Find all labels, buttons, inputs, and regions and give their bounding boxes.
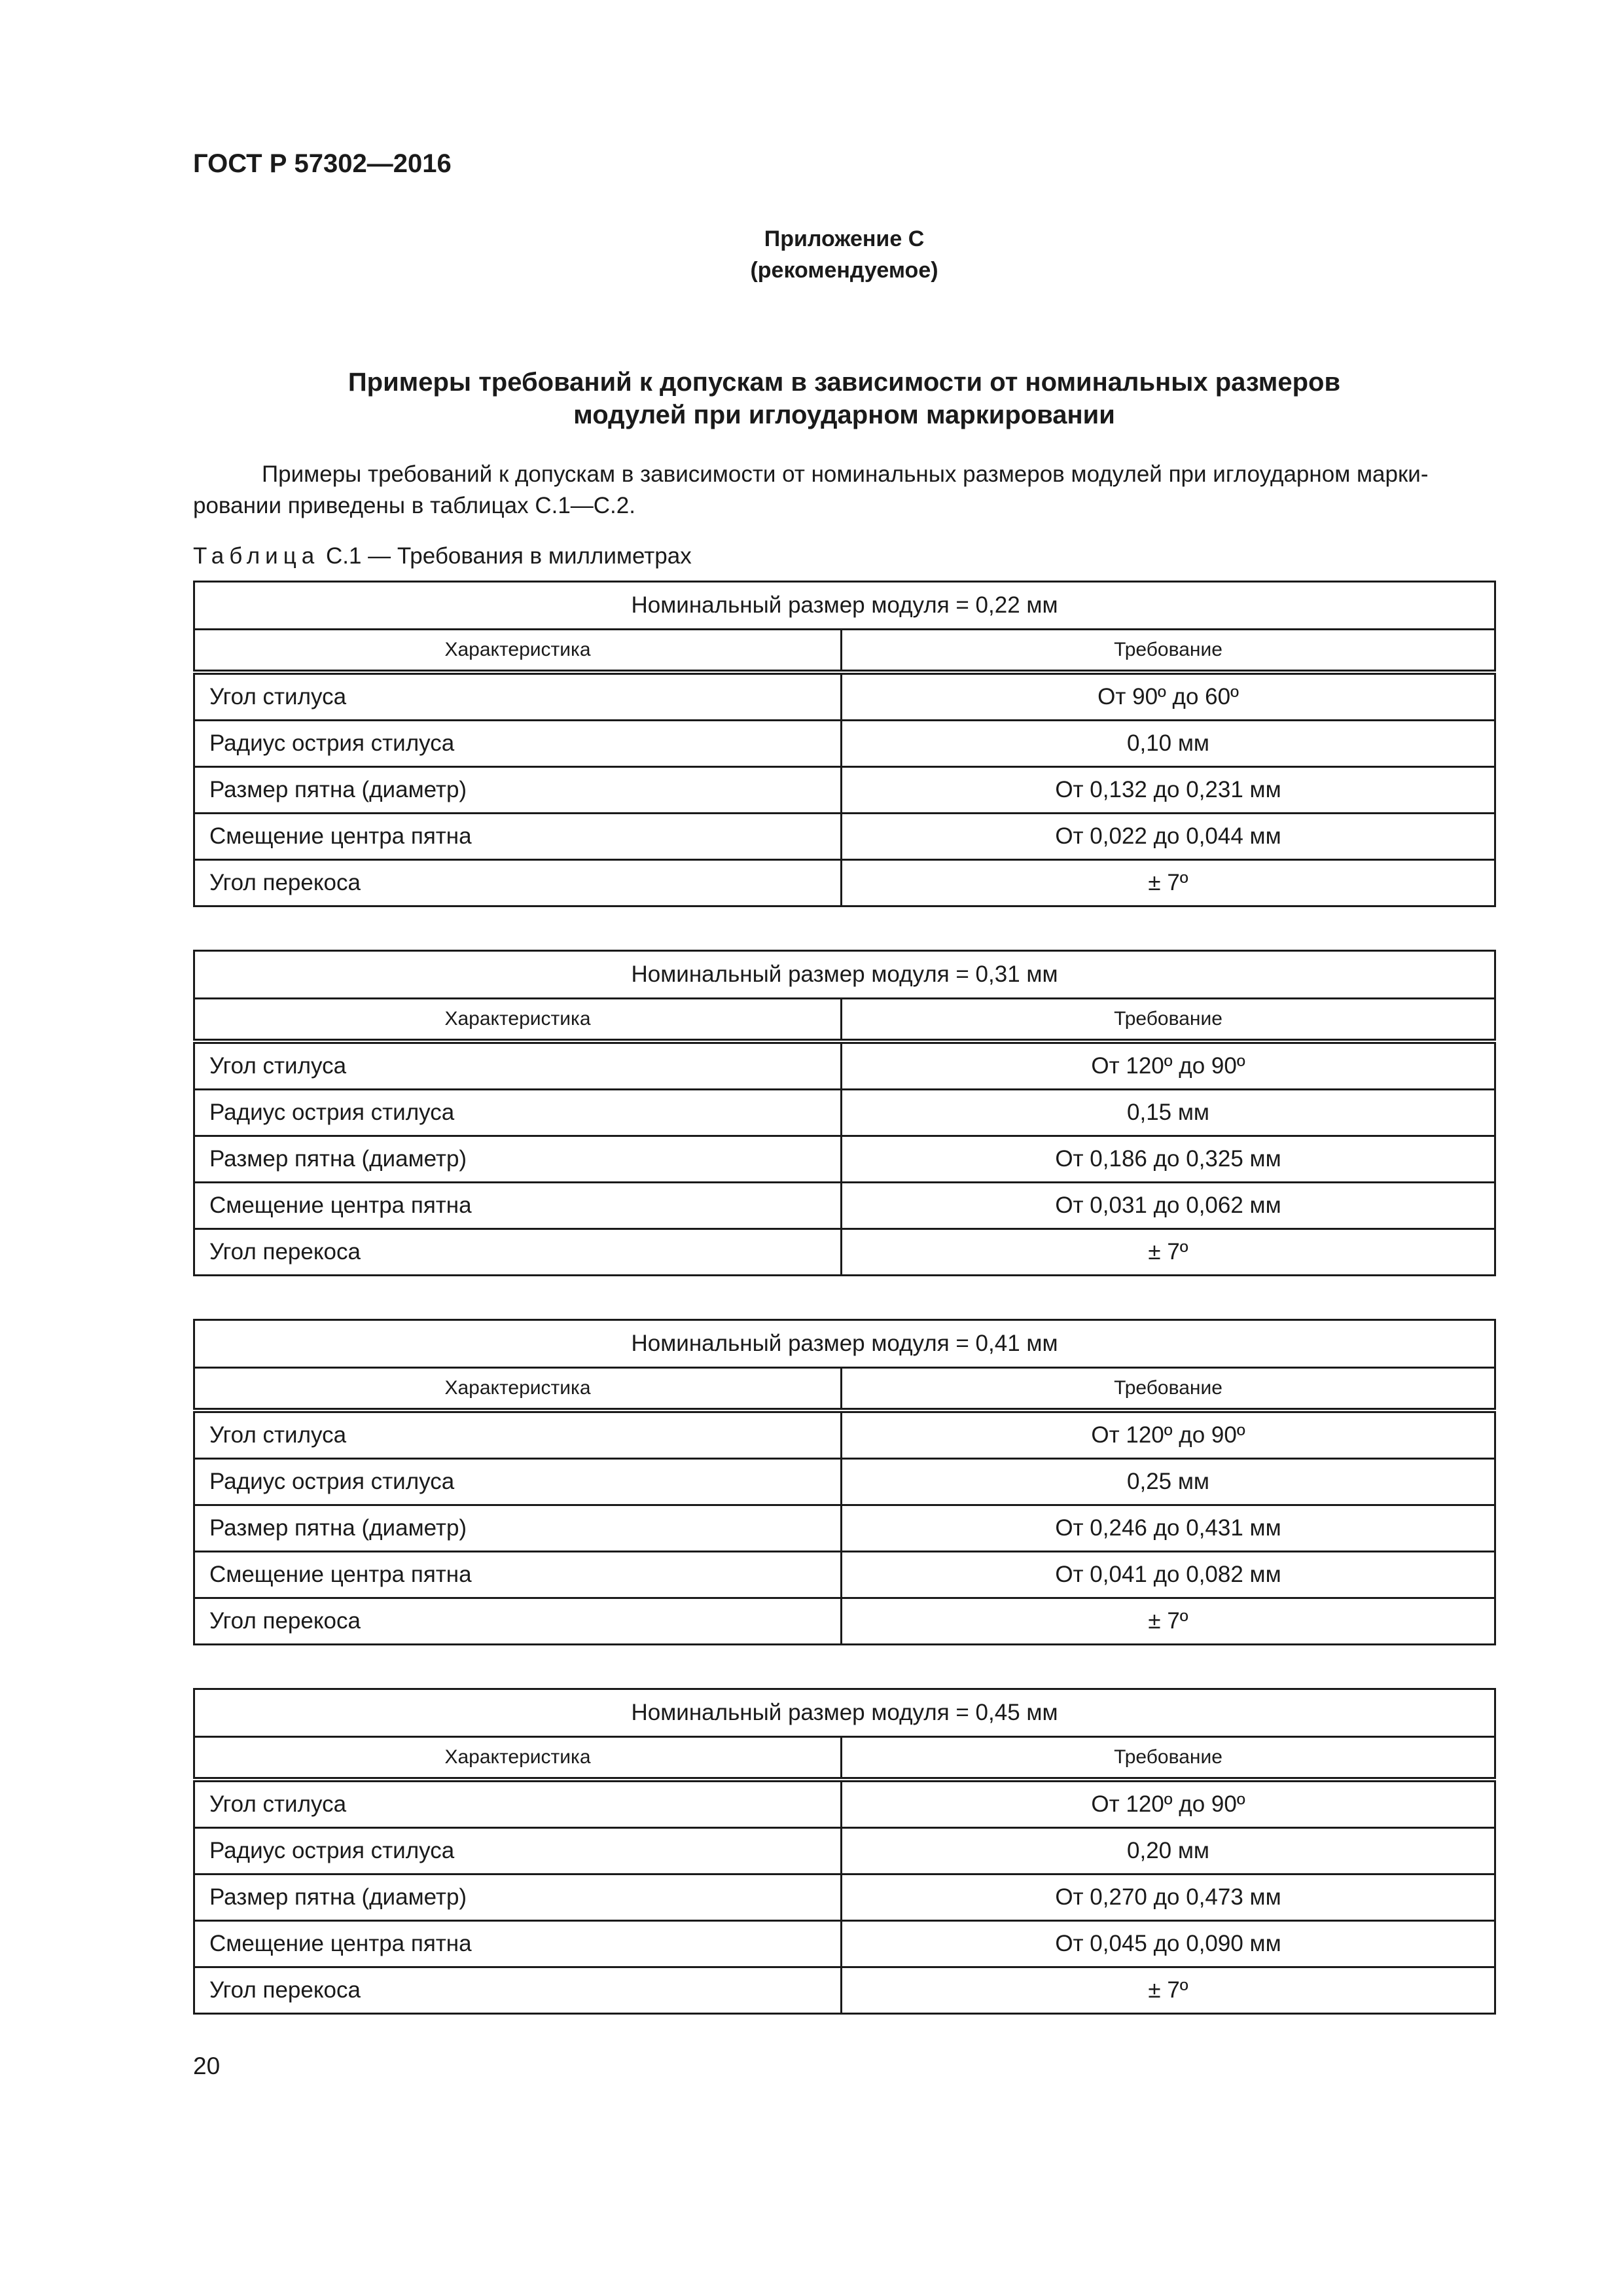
requirement-cell: От 0,132 до 0,231 мм (842, 767, 1495, 814)
requirement-cell: ± 7º (842, 860, 1495, 906)
table-row (194, 721, 1495, 767)
section-title-line-2: модулей при иглоударном маркировании (573, 401, 1115, 429)
table-nominal-size-caption: Номинальный размер модуля = 0,45 мм (194, 1689, 1495, 1737)
requirement-cell: 0,20 мм (842, 1828, 1495, 1874)
requirement-cell: От 120º до 90º (842, 1410, 1495, 1459)
column-header-requirement: Требование (842, 630, 1495, 673)
document-code: ГОСТ Р 57302—2016 (193, 149, 452, 178)
requirement-cell: От 0,186 до 0,325 мм (842, 1136, 1495, 1183)
requirement-cell: 0,15 мм (842, 1090, 1495, 1136)
characteristic-cell: Радиус острия стилуса (194, 721, 842, 767)
table-caption-text: С.1 — Требования в миллиметрах (319, 543, 692, 569)
characteristic-cell: Угол стилуса (194, 1041, 842, 1090)
characteristic-cell: Угол перекоса (194, 1967, 842, 2014)
characteristic-cell: Угол стилуса (194, 672, 842, 721)
requirement-cell: ± 7º (842, 1598, 1495, 1645)
intro-paragraph-line-1: Примеры требований к допускам в зависимости от номинальных размеров модулей при иглоударном марки- (262, 461, 1429, 487)
requirement-cell: От 90º до 60º (842, 672, 1495, 721)
requirement-cell: От 120º до 90º (842, 1041, 1495, 1090)
table-row (194, 1090, 1495, 1136)
characteristic-cell: Угол перекоса (194, 860, 842, 906)
characteristic-cell: Смещение центра пятна (194, 1921, 842, 1967)
table-row (194, 1229, 1495, 1276)
table-row (194, 1459, 1495, 1505)
column-header-characteristic: Характеристика (194, 999, 842, 1042)
page-number: 20 (193, 2053, 221, 2079)
table-caption (193, 543, 692, 569)
characteristic-cell: Угол стилуса (194, 1410, 842, 1459)
requirement-cell: От 0,246 до 0,431 мм (842, 1505, 1495, 1552)
table-row (194, 1780, 1495, 1828)
section-title-line-1: Примеры требований к допускам в зависимости от номинальных размеров (348, 368, 1341, 397)
characteristic-cell: Размер пятна (диаметр) (194, 1874, 842, 1921)
table-row (194, 672, 1495, 721)
appendix-label: Приложение C (764, 226, 925, 251)
requirement-cell: От 0,041 до 0,082 мм (842, 1552, 1495, 1598)
requirements-table-1 (193, 581, 1496, 907)
column-header-requirement: Требование (842, 999, 1495, 1042)
table-row (194, 1183, 1495, 1229)
table-row (194, 1921, 1495, 1967)
column-header-requirement: Требование (842, 1737, 1495, 1780)
characteristic-cell: Радиус острия стилуса (194, 1459, 842, 1505)
requirements-table-2 (193, 950, 1496, 1276)
characteristic-cell: Радиус острия стилуса (194, 1828, 842, 1874)
requirements-table-4 (193, 1688, 1496, 2015)
characteristic-cell: Угол перекоса (194, 1229, 842, 1276)
characteristic-cell: Угол стилуса (194, 1780, 842, 1828)
table-row (194, 1505, 1495, 1552)
requirement-cell: От 0,045 до 0,090 мм (842, 1921, 1495, 1967)
table-row (194, 1598, 1495, 1645)
table-row (194, 767, 1495, 814)
table-nominal-size-caption: Номинальный размер модуля = 0,22 мм (194, 582, 1495, 630)
characteristic-cell: Размер пятна (диаметр) (194, 1136, 842, 1183)
intro-paragraph-line-2: ровании приведены в таблицах С.1—С.2. (193, 493, 635, 518)
characteristic-cell: Смещение центра пятна (194, 814, 842, 860)
table-nominal-size-caption: Номинальный размер модуля = 0,31 мм (194, 951, 1495, 999)
characteristic-cell: Размер пятна (диаметр) (194, 1505, 842, 1552)
column-header-characteristic: Характеристика (194, 630, 842, 673)
characteristic-cell: Радиус острия стилуса (194, 1090, 842, 1136)
characteristic-cell: Угол перекоса (194, 1598, 842, 1645)
requirement-cell: ± 7º (842, 1967, 1495, 2014)
requirement-cell: 0,10 мм (842, 721, 1495, 767)
table-row (194, 1041, 1495, 1090)
table-caption-word: Таблица (193, 543, 320, 569)
table-row (194, 1967, 1495, 2014)
table-nominal-size-caption: Номинальный размер модуля = 0,41 мм (194, 1320, 1495, 1368)
requirement-cell: От 0,022 до 0,044 мм (842, 814, 1495, 860)
requirement-cell: ± 7º (842, 1229, 1495, 1276)
characteristic-cell: Размер пятна (диаметр) (194, 767, 842, 814)
table-row (194, 860, 1495, 906)
requirements-table-3 (193, 1319, 1496, 1645)
characteristic-cell: Смещение центра пятна (194, 1552, 842, 1598)
table-row (194, 1136, 1495, 1183)
column-header-characteristic: Характеристика (194, 1737, 842, 1780)
table-row (194, 1874, 1495, 1921)
requirement-cell: От 0,270 до 0,473 мм (842, 1874, 1495, 1921)
requirement-cell: От 120º до 90º (842, 1780, 1495, 1828)
table-row (194, 1410, 1495, 1459)
table-row (194, 814, 1495, 860)
requirement-cell: От 0,031 до 0,062 мм (842, 1183, 1495, 1229)
table-row (194, 1828, 1495, 1874)
requirement-cell: 0,25 мм (842, 1459, 1495, 1505)
characteristic-cell: Смещение центра пятна (194, 1183, 842, 1229)
appendix-status: (рекомендуемое) (750, 258, 938, 283)
table-row (194, 1552, 1495, 1598)
column-header-requirement: Требование (842, 1368, 1495, 1411)
column-header-characteristic: Характеристика (194, 1368, 842, 1411)
